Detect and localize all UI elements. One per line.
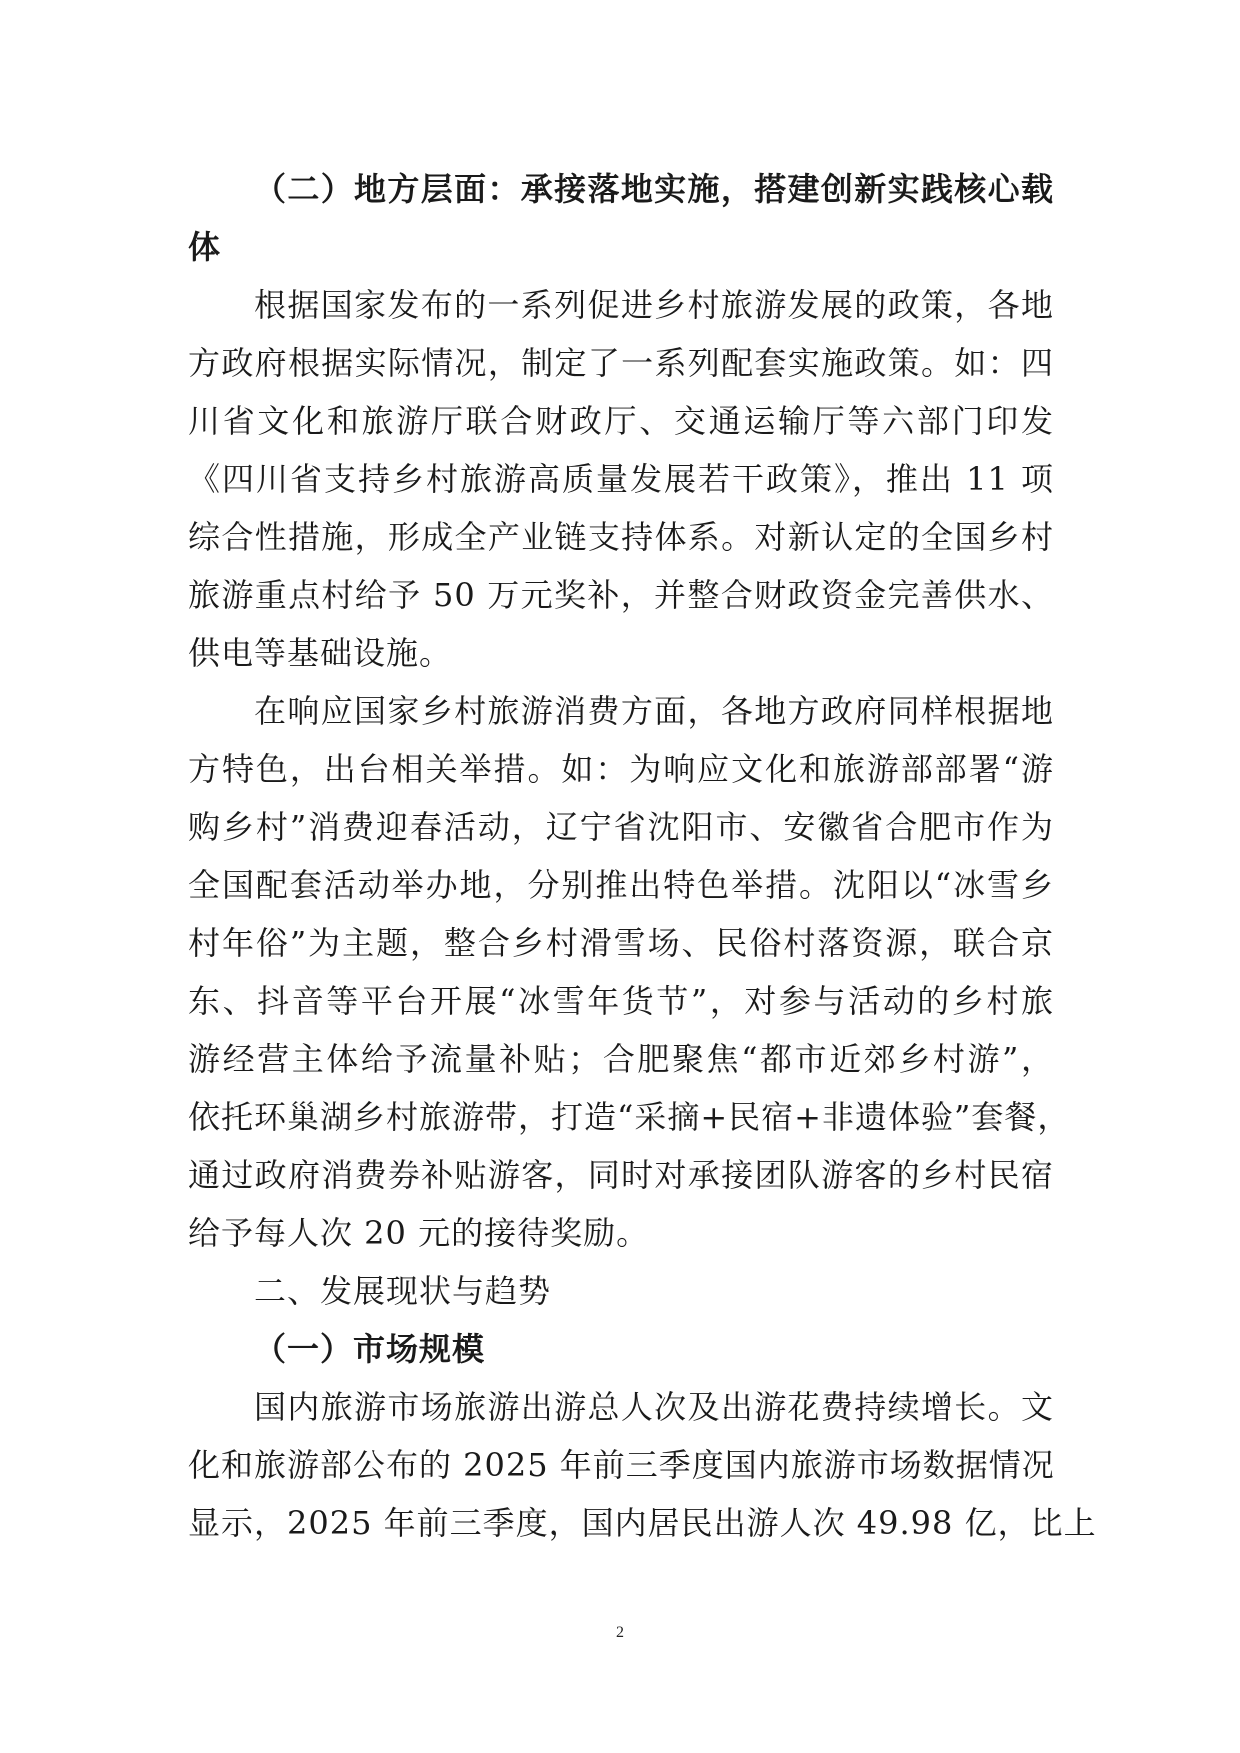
section-heading-local-line-1: （二）地方层面：承接落地实施，搭建创新实践核心载 — [254, 170, 1054, 208]
paragraph-line: 在响应国家乡村旅游消费方面，各地方政府同样根据地 — [254, 692, 1054, 730]
paragraph-line: 通过政府消费券补贴游客，同时对承接团队游客的乡村民宿 — [188, 1156, 1054, 1194]
paragraph-line: 供电等基础设施。 — [188, 634, 453, 672]
paragraph-line: 全国配套活动举办地，分别推出特色举措。沈阳以“冰雪乡 — [188, 866, 1054, 904]
paragraph-line: 依托环巢湖乡村旅游带，打造“采摘+民宿+非遗体验”套餐， — [188, 1098, 1071, 1136]
paragraph-line: 东、抖音等平台开展“冰雪年货节”，对参与活动的乡村旅 — [188, 982, 1054, 1020]
paragraph-market-growth — [188, 1378, 1097, 1552]
paragraph-line: 购乡村”消费迎春活动，辽宁省沈阳市、安徽省合肥市作为 — [188, 808, 1054, 846]
paragraph-line: 根据国家发布的一系列促进乡村旅游发展的政策，各地 — [254, 286, 1054, 324]
paragraph-line: 化和旅游部公布的 2025 年前三季度国内旅游市场数据情况 — [188, 1446, 1055, 1484]
paragraph-line: 综合性措施，形成全产业链支持体系。对新认定的全国乡村 — [188, 518, 1054, 556]
paragraph-line: 川省文化和旅游厅联合财政厅、交通运输厅等六部门印发 — [188, 402, 1054, 440]
paragraph-line: 《四川省支持乡村旅游高质量发展若干政策》，推出 11 项 — [188, 460, 1054, 498]
paragraph-local-consumption — [188, 682, 1071, 1262]
paragraph-line: 方特色，出台相关举措。如：为响应文化和旅游部部署“游 — [188, 750, 1054, 788]
paragraph-line: 方政府根据实际情况，制定了一系列配套实施政策。如：四 — [188, 344, 1054, 382]
paragraph-line: 游经营主体给予流量补贴；合肥聚焦“都市近郊乡村游”， — [188, 1040, 1054, 1078]
paragraph-line: 村年俗”为主题，整合乡村滑雪场、民俗村落资源，联合京 — [188, 924, 1054, 962]
paragraph-sichuan-policy — [188, 276, 1054, 682]
subsection-heading-market-size: （一）市场规模 — [254, 1330, 486, 1368]
paragraph-line: 给予每人次 20 元的接待奖励。 — [188, 1214, 650, 1252]
page-number: 2 — [616, 1624, 624, 1641]
section-heading-local-line-2: 体 — [188, 228, 222, 266]
paragraph-line: 显示，2025 年前三季度，国内居民出游人次 49.98 亿，比上 — [188, 1504, 1097, 1542]
section-heading-status: 二、发展现状与趋势 — [254, 1272, 552, 1310]
paragraph-line: 旅游重点村给予 50 万元奖补，并整合财政资金完善供水、 — [188, 576, 1054, 614]
page-body — [188, 160, 1097, 1552]
paragraph-line: 国内旅游市场旅游出游总人次及出游花费持续增长。文 — [254, 1388, 1054, 1426]
